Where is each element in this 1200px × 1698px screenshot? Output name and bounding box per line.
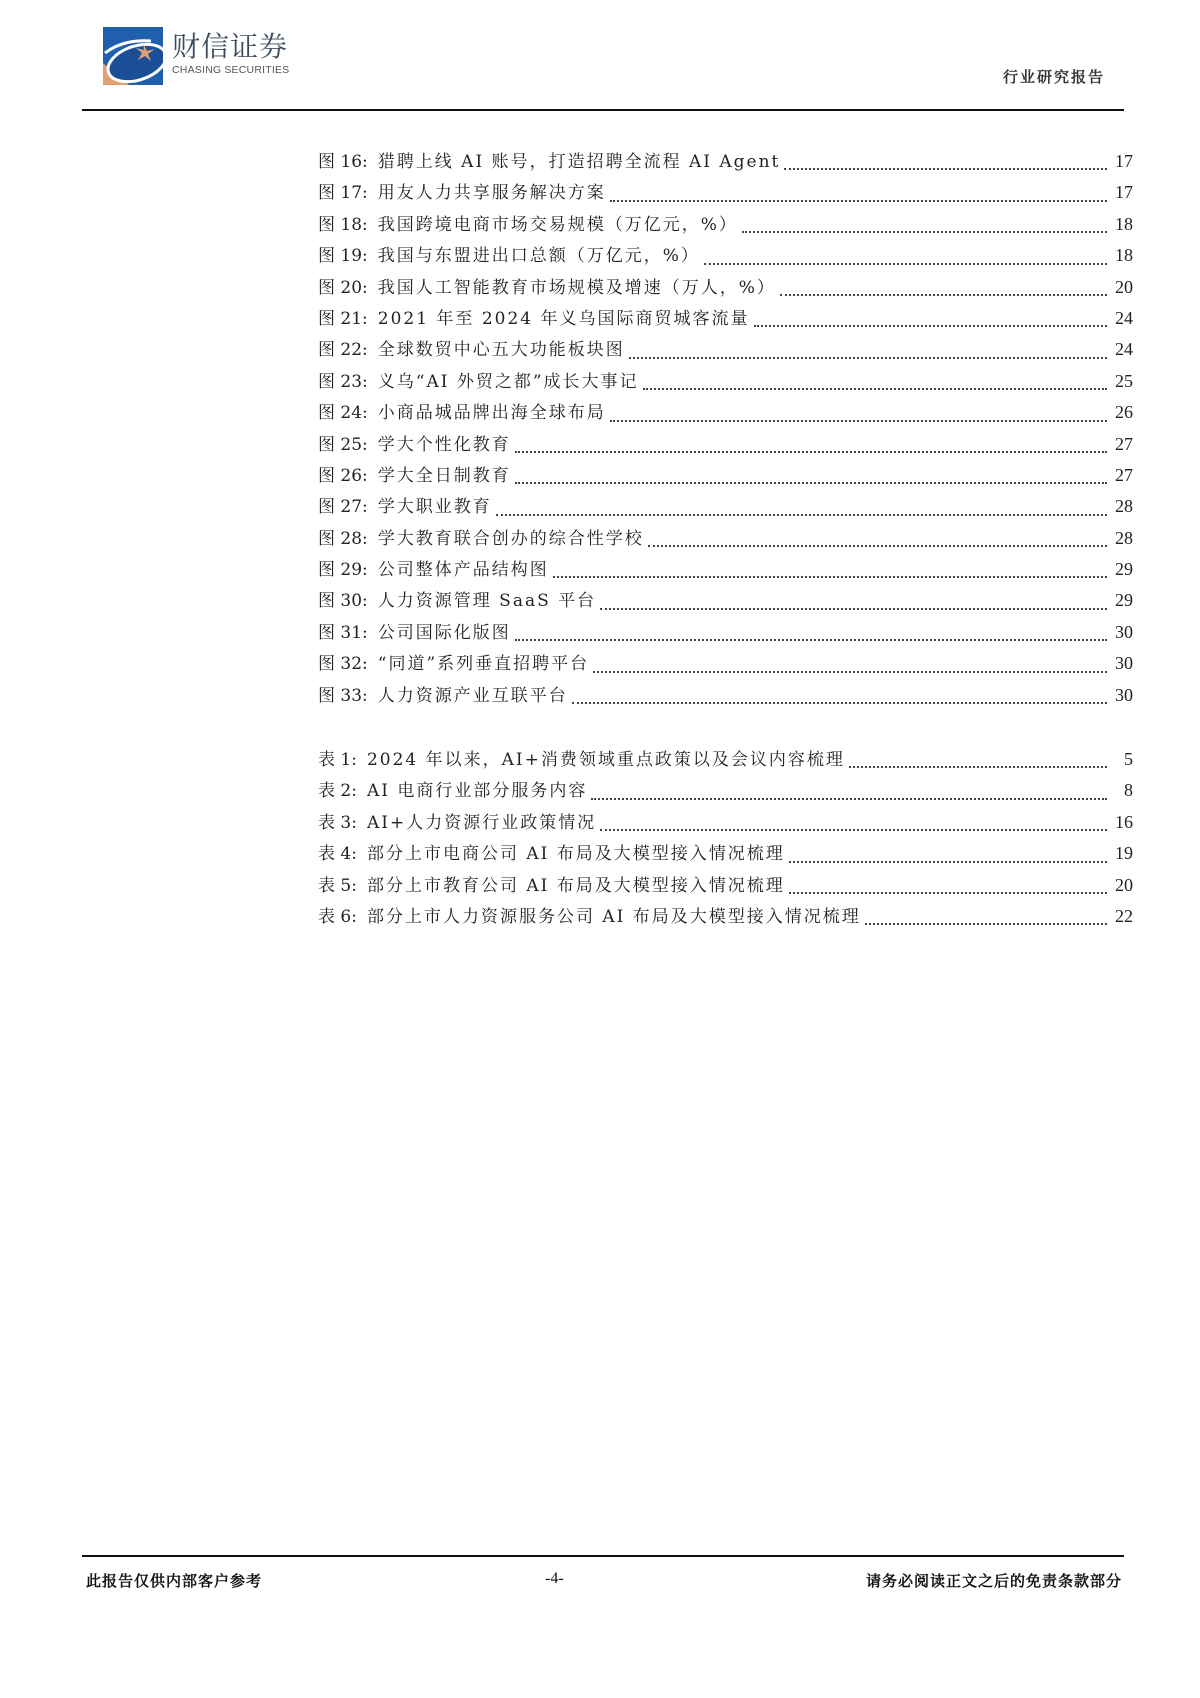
toc-page: 20	[1115, 276, 1133, 297]
dot-leader	[784, 167, 1107, 170]
dot-leader	[849, 765, 1107, 768]
toc-page: 29	[1115, 590, 1133, 611]
toc-title: 义乌“AI 外贸之都”成长大事记	[377, 371, 639, 392]
toc-entry-figure-29[interactable]	[318, 555, 1133, 586]
toc-entry-figure-22[interactable]	[318, 335, 1133, 366]
toc-title: 猎聘上线 AI 账号，打造招聘全流程 AI Agent	[377, 152, 781, 172]
dot-leader	[515, 638, 1107, 641]
footer-internal-use-notice: 此报告仅供内部客户参考	[86, 1572, 263, 1590]
toc-title: 学大职业教育	[377, 497, 492, 518]
toc-title: 我国跨境电商市场交易规模（万亿元，%）	[377, 214, 738, 235]
toc-title: 部分上市教育公司 AI 布局及大模型接入情况梳理	[366, 875, 785, 896]
toc-entry-figure-30[interactable]	[318, 586, 1133, 617]
dot-leader	[591, 797, 1107, 800]
toc-entry-figure-17[interactable]	[318, 178, 1133, 209]
toc-label: 图 29:	[318, 560, 368, 581]
dot-leader	[704, 262, 1107, 265]
dot-leader	[789, 860, 1107, 863]
header-divider	[82, 109, 1124, 111]
dot-leader	[553, 575, 1107, 578]
toc-label: 图 18:	[318, 214, 368, 235]
toc-label: 图 25:	[318, 434, 368, 455]
dot-leader	[629, 356, 1107, 359]
toc-page: 30	[1115, 621, 1133, 642]
toc-title: AI 电商行业部分服务内容	[366, 781, 588, 802]
toc-page: 28	[1115, 527, 1133, 548]
toc-entry-table-4[interactable]	[318, 839, 1133, 870]
toc-label: 图 32:	[318, 654, 368, 675]
toc-page: 20	[1115, 874, 1133, 895]
dot-leader	[593, 670, 1107, 673]
toc-label: 图 24:	[318, 403, 368, 424]
toc-title: 小商品城品牌出海全球布局	[377, 403, 606, 424]
tables-table-of-contents	[318, 745, 1133, 933]
toc-entry-table-2[interactable]	[318, 776, 1133, 807]
toc-page: 27	[1115, 433, 1133, 454]
dot-leader	[515, 481, 1107, 484]
logo-english-name: CHASING SECURITIES	[172, 64, 290, 76]
toc-label: 图 23:	[318, 371, 368, 392]
toc-page: 26	[1115, 402, 1133, 423]
toc-title: 部分上市电商公司 AI 布局及大模型接入情况梳理	[366, 844, 785, 865]
toc-page: 18	[1115, 213, 1133, 234]
toc-label: 表 6:	[318, 906, 357, 927]
toc-title: 学大全日制教育	[377, 465, 511, 486]
toc-label: 图 33:	[318, 685, 368, 706]
toc-title: 人力资源产业互联平台	[377, 685, 568, 706]
toc-label: 图 17:	[318, 183, 368, 204]
toc-label: 图 21:	[318, 308, 368, 329]
toc-page: 8	[1124, 780, 1133, 801]
toc-label: 图 19:	[318, 246, 368, 267]
toc-page: 27	[1115, 464, 1133, 485]
dot-leader	[600, 828, 1107, 831]
toc-page: 16	[1115, 811, 1133, 832]
toc-label: 表 2:	[318, 781, 357, 802]
toc-label: 表 4:	[318, 844, 357, 865]
toc-label: 图 30:	[318, 591, 368, 612]
toc-label: 图 27:	[318, 497, 368, 518]
dot-leader	[742, 230, 1107, 233]
toc-label: 图 28:	[318, 528, 368, 549]
toc-page: 24	[1115, 339, 1133, 360]
toc-entry-table-6[interactable]	[318, 902, 1133, 933]
toc-title: 学大教育联合创办的综合性学校	[377, 528, 644, 549]
dot-leader	[865, 922, 1107, 925]
dot-leader	[610, 419, 1107, 422]
toc-page: 5	[1124, 749, 1133, 769]
dot-leader	[496, 513, 1107, 516]
toc-entry-figure-19[interactable]	[318, 241, 1133, 272]
toc-page: 29	[1115, 559, 1133, 580]
toc-label: 图 22:	[318, 340, 368, 361]
toc-entry-figure-32[interactable]	[318, 649, 1133, 680]
toc-title: 我国人工智能教育市场规模及增速（万人，%）	[377, 277, 776, 298]
footer-divider	[82, 1555, 1124, 1557]
toc-label: 图 26:	[318, 465, 368, 486]
toc-title: 全球数贸中心五大功能板块图	[377, 340, 625, 361]
toc-entry-figure-26[interactable]	[318, 461, 1133, 492]
toc-label: 表 3:	[318, 812, 357, 833]
dot-leader	[610, 199, 1107, 202]
toc-label: 表 1:	[318, 750, 357, 770]
company-logo-icon	[103, 27, 163, 85]
dot-leader	[789, 891, 1107, 894]
toc-title: 公司国际化版图	[377, 622, 511, 643]
toc-entry-figure-31[interactable]	[318, 618, 1133, 649]
toc-title: 学大个性化教育	[377, 434, 511, 455]
toc-entry-figure-33[interactable]	[318, 681, 1133, 712]
toc-title: 2021 年至 2024 年义乌国际商贸城客流量	[377, 308, 750, 329]
toc-entry-figure-25[interactable]	[318, 430, 1133, 461]
toc-title: 我国与东盟进出口总额（万亿元，%）	[377, 246, 700, 267]
toc-page: 24	[1115, 307, 1133, 328]
dot-leader	[600, 607, 1107, 610]
dot-leader	[572, 701, 1107, 704]
toc-page: 30	[1115, 684, 1133, 705]
toc-title: 公司整体产品结构图	[377, 560, 549, 581]
toc-entry-figure-27[interactable]	[318, 492, 1133, 523]
toc-entry-figure-16[interactable]	[318, 147, 1133, 178]
page-number: -4-	[545, 1570, 564, 1587]
dot-leader	[643, 387, 1107, 390]
toc-entry-table-1[interactable]	[318, 745, 1133, 776]
toc-entry-table-5[interactable]	[318, 871, 1133, 902]
toc-title: 部分上市人力资源服务公司 AI 布局及大模型接入情况梳理	[366, 906, 861, 927]
toc-page: 30	[1115, 653, 1133, 674]
toc-page: 18	[1115, 245, 1133, 266]
toc-page: 19	[1115, 843, 1133, 864]
toc-entry-figure-24[interactable]	[318, 398, 1133, 429]
dot-leader	[515, 450, 1107, 453]
dot-leader	[780, 293, 1107, 296]
toc-label: 表 5:	[318, 875, 357, 896]
toc-title: “同道”系列垂直招聘平台	[377, 654, 590, 675]
toc-entry-figure-23[interactable]	[318, 367, 1133, 398]
logo-chinese-name: 财信证券	[172, 30, 289, 63]
toc-title: 2024 年以来，AI+消费领域重点政策以及会议内容梳理	[366, 750, 845, 770]
toc-page: 22	[1115, 905, 1133, 926]
toc-label: 图 31:	[318, 622, 368, 643]
toc-entry-figure-20[interactable]	[318, 273, 1133, 304]
toc-page: 28	[1115, 496, 1133, 517]
toc-label: 图 16:	[318, 152, 368, 172]
toc-title: AI+人力资源行业政策情况	[366, 812, 597, 833]
toc-page: 17	[1115, 182, 1133, 203]
toc-page: 25	[1115, 370, 1133, 391]
toc-page: 17	[1115, 151, 1133, 171]
report-type-label: 行业研究报告	[1002, 68, 1105, 86]
toc-title: 用友人力共享服务解决方案	[377, 183, 606, 204]
toc-entry-figure-21[interactable]	[318, 304, 1133, 335]
toc-label: 图 20:	[318, 277, 368, 298]
dot-leader	[648, 544, 1107, 547]
footer-disclaimer-notice: 请务必阅读正文之后的免责条款部分	[865, 1572, 1122, 1590]
toc-entry-figure-18[interactable]	[318, 210, 1133, 241]
toc-entry-table-3[interactable]	[318, 808, 1133, 839]
dot-leader	[754, 324, 1107, 327]
company-logo-text	[172, 30, 289, 76]
figures-table-of-contents	[318, 147, 1133, 712]
toc-entry-figure-28[interactable]	[318, 524, 1133, 555]
toc-title: 人力资源管理 SaaS 平台	[377, 591, 597, 612]
